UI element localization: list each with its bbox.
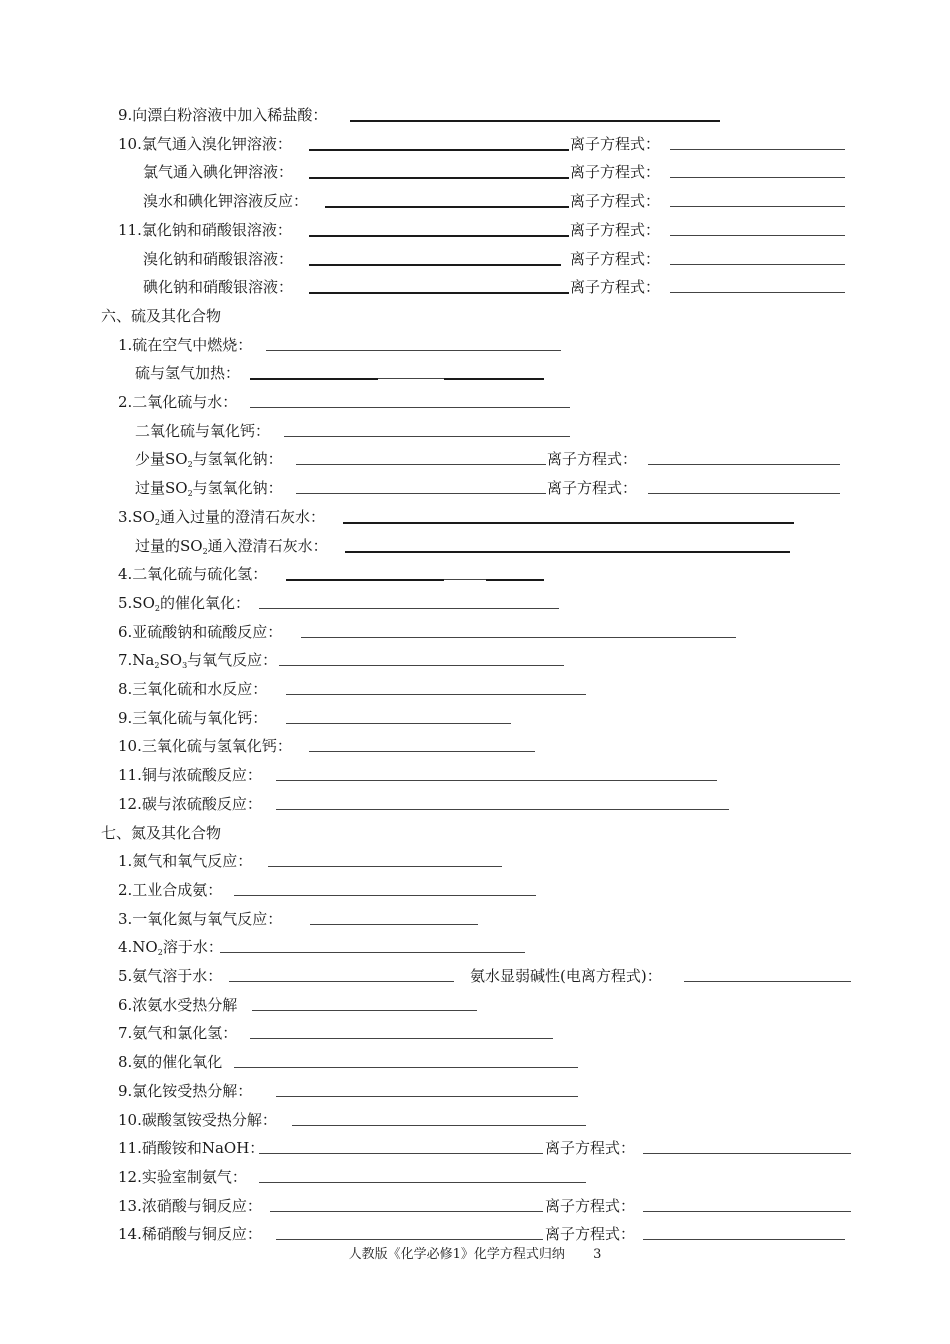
question-label: 6.浓氨水受热分解 — [118, 995, 238, 1014]
subscript: 2 — [154, 517, 160, 527]
question-label: 3.一氧化氮与氧气反应： — [118, 909, 283, 928]
answer-blank[interactable] — [276, 1096, 578, 1097]
subscript: 3 — [182, 661, 188, 671]
label-text: 与氧气反应： — [187, 651, 278, 670]
label-text: 过量的SO — [135, 536, 203, 555]
answer-blank[interactable] — [309, 235, 569, 237]
exercise-row — [0, 732, 950, 760]
exercise-row — [0, 388, 950, 416]
exercise-row — [0, 445, 950, 473]
exercise-row — [0, 474, 950, 502]
question-label: 12.碳与浓硫酸反应： — [118, 794, 262, 813]
subscript: 2 — [154, 603, 160, 613]
ionic-answer-blank[interactable] — [643, 1239, 845, 1240]
exercise-row — [0, 905, 950, 933]
question-label: 9.向漂白粉溶液中加入稀盐酸： — [118, 106, 328, 124]
subscript: 2 — [157, 948, 163, 958]
answer-blank[interactable] — [229, 981, 454, 982]
answer-blank[interactable] — [296, 493, 546, 494]
exercise-row — [0, 1106, 950, 1134]
ionic-equation-label: 离子方程式： — [570, 220, 661, 239]
answer-blank[interactable] — [220, 952, 525, 953]
question-label: 1.硫在空气中燃烧： — [118, 335, 253, 354]
answer-blank[interactable] — [266, 350, 561, 351]
question-label: 12.实验室制氨气： — [118, 1167, 247, 1186]
ionic-equation-label: 离子方程式： — [547, 479, 638, 498]
answer-blank[interactable] — [270, 1211, 543, 1212]
ionic-equation-label: 氨水显弱碱性(电离方程式)： — [470, 967, 662, 985]
question-label: 溴化钠和硝酸银溶液： — [143, 249, 294, 268]
question-label: 二氧化硫与氧化钙： — [135, 421, 271, 440]
label-text: 4.NO — [118, 938, 158, 957]
label-text: 过量SO — [135, 479, 188, 498]
answer-blank[interactable] — [350, 120, 720, 122]
question-label: 9.三氧化硫与氧化钙： — [118, 708, 268, 727]
question-label: 10.氯气通入溴化钾溶液： — [118, 134, 292, 153]
label-text: 少量SO — [135, 450, 188, 469]
exercise-row — [0, 589, 950, 617]
exercise-row — [0, 1163, 950, 1191]
question-label: 7.氨气和氯化氢： — [118, 1024, 238, 1043]
label-text: 与氢氧化钠： — [192, 479, 283, 498]
question-label: 氯气通入碘化钾溶液： — [143, 163, 294, 182]
question-label: 4.二氧化硫与硫化氢： — [118, 565, 268, 584]
ionic-equation-label: 离子方程式： — [545, 1196, 636, 1215]
question-label: 碘化钠和硝酸银溶液： — [143, 278, 294, 297]
ionic-equation-label: 离子方程式： — [547, 450, 638, 469]
exercise-row — [0, 618, 950, 646]
ionic-answer-blank[interactable] — [670, 149, 845, 150]
answer-blank[interactable] — [250, 407, 570, 408]
exercise-row — [0, 245, 950, 273]
section-title: 七、氮及其化合物 — [101, 823, 222, 842]
answer-blank[interactable] — [234, 1067, 578, 1068]
answer-blank[interactable] — [309, 177, 569, 179]
answer-blank[interactable] — [292, 1125, 586, 1126]
ionic-answer-blank[interactable] — [670, 264, 845, 265]
subscript: 2 — [187, 460, 193, 470]
question-label: 硫与氢气加热： — [135, 364, 241, 383]
ionic-equation-label: 离子方程式： — [545, 1139, 636, 1158]
ionic-answer-blank[interactable] — [643, 1211, 851, 1212]
exercise-row — [0, 359, 950, 387]
page-footer — [0, 1245, 950, 1265]
page-number: 3 — [593, 1247, 602, 1262]
question-label: 11.硝酸铵和NaOH： — [118, 1139, 265, 1158]
exercise-row — [0, 1192, 950, 1220]
answer-blank[interactable] — [286, 579, 444, 581]
question-label: 11.氯化钠和硝酸银溶液： — [118, 220, 292, 239]
ionic-answer-blank[interactable] — [643, 1153, 851, 1154]
ionic-answer-blank[interactable] — [684, 981, 851, 982]
subscript: 2 — [187, 489, 193, 499]
ionic-equation-label: 离子方程式： — [570, 163, 661, 182]
exercise-row — [0, 1048, 950, 1076]
section-heading — [0, 819, 950, 847]
answer-blank[interactable] — [276, 1239, 543, 1240]
answer-blank[interactable] — [259, 1153, 543, 1154]
answer-blank[interactable] — [378, 378, 444, 379]
ionic-answer-blank[interactable] — [648, 464, 840, 465]
exercise-row — [0, 101, 950, 129]
exercise-row — [0, 187, 950, 215]
answer-blank[interactable] — [310, 924, 478, 925]
ionic-answer-blank[interactable] — [670, 206, 845, 207]
answer-blank[interactable] — [345, 551, 790, 553]
ionic-answer-blank[interactable] — [670, 292, 845, 293]
answer-blank[interactable] — [268, 866, 502, 867]
answer-blank[interactable] — [309, 149, 569, 151]
question-label: 13.浓硝酸与铜反应： — [118, 1196, 262, 1215]
exercise-row — [0, 503, 950, 531]
exercise-row — [0, 130, 950, 158]
answer-blank[interactable] — [276, 809, 729, 810]
exercise-row — [0, 847, 950, 875]
answer-blank[interactable] — [301, 637, 736, 638]
answer-blank[interactable] — [279, 665, 564, 666]
exercise-row — [0, 991, 950, 1019]
footer-title: 人教版《化学必修1》化学方程式归纳 — [348, 1247, 565, 1262]
question-label: 10.碳酸氢铵受热分解： — [118, 1110, 277, 1129]
label-text: 通入澄清石灰水： — [207, 536, 328, 555]
section-title: 六、硫及其化合物 — [101, 306, 222, 325]
exercise-row — [0, 417, 950, 445]
exercise-row — [0, 158, 950, 186]
answer-blank[interactable] — [309, 264, 561, 266]
subscript: 2 — [154, 661, 160, 671]
question-label: 8.三氧化硫和水反应： — [118, 680, 268, 698]
label-text: 的催化氧化： — [159, 593, 250, 612]
ionic-equation-label: 离子方程式： — [570, 278, 661, 297]
answer-blank[interactable] — [309, 751, 535, 752]
exercise-row — [0, 761, 950, 789]
answer-blank[interactable] — [325, 206, 569, 208]
answer-blank[interactable] — [286, 694, 586, 695]
answer-blank[interactable] — [234, 895, 536, 896]
question-label: 5.氨气溶于水： — [118, 967, 223, 985]
ionic-equation-label: 离子方程式： — [570, 192, 661, 211]
exercise-row — [0, 331, 950, 359]
ionic-answer-blank[interactable] — [670, 235, 845, 236]
ionic-equation-label: 离子方程式： — [545, 1225, 636, 1244]
question-label: 10.三氧化硫与氢氧化钙： — [118, 737, 292, 756]
exercise-row — [0, 675, 950, 703]
exercise-row — [0, 704, 950, 732]
exercise-row — [0, 962, 950, 990]
question-label: 6.亚硫酸钠和硫酸反应： — [118, 622, 283, 641]
ionic-equation-label: 离子方程式： — [570, 249, 661, 268]
label-text: 溶于水： — [162, 938, 223, 957]
answer-blank[interactable] — [343, 522, 794, 524]
question-label: 2.工业合成氨： — [118, 880, 223, 899]
question-label: 8.氨的催化氧化 — [118, 1053, 223, 1072]
answer-blank[interactable] — [250, 1038, 553, 1039]
answer-blank[interactable] — [444, 378, 544, 380]
answer-blank[interactable] — [276, 780, 717, 781]
question-label: 9.氯化铵受热分解： — [118, 1081, 253, 1100]
subscript: 2 — [202, 546, 208, 556]
ionic-equation-label: 离子方程式： — [570, 134, 661, 153]
exercise-row — [0, 646, 950, 674]
exercise-row — [0, 1019, 950, 1047]
label-text: SO — [159, 651, 183, 670]
exercise-row — [0, 560, 950, 588]
label-text: 通入过量的澄清石灰水： — [159, 507, 325, 526]
answer-blank[interactable] — [286, 723, 511, 724]
question-label: 11.铜与浓硫酸反应： — [118, 766, 262, 785]
question-label: 溴水和碘化钾溶液反应： — [143, 192, 309, 211]
answer-blank[interactable] — [250, 378, 378, 380]
exercise-row — [0, 216, 950, 244]
exercise-row — [0, 1134, 950, 1162]
answer-blank[interactable] — [296, 464, 546, 465]
question-label: 2.二氧化硫与水： — [118, 393, 238, 411]
label-text: 5.SO — [118, 593, 155, 612]
exercise-row — [0, 790, 950, 818]
label-text: 与氢氧化钠： — [192, 450, 283, 469]
answer-blank[interactable] — [252, 1010, 477, 1011]
answer-blank[interactable] — [444, 579, 486, 580]
section-heading — [0, 302, 950, 330]
answer-blank[interactable] — [284, 436, 570, 437]
exercise-row — [0, 532, 950, 560]
label-text: 3.SO — [118, 507, 155, 526]
answer-blank[interactable] — [486, 579, 544, 581]
exercise-row — [0, 876, 950, 904]
exercise-row — [0, 273, 950, 301]
question-label: 14.稀硝酸与铜反应： — [118, 1225, 262, 1244]
question-label: 1.氮气和氧气反应： — [118, 852, 253, 871]
exercise-row — [0, 1077, 950, 1105]
label-text: 7.Na — [118, 651, 155, 670]
answer-blank[interactable] — [309, 292, 569, 294]
answer-blank[interactable] — [259, 1182, 586, 1183]
ionic-answer-blank[interactable] — [648, 493, 840, 494]
ionic-answer-blank[interactable] — [670, 177, 845, 178]
answer-blank[interactable] — [259, 608, 559, 609]
exercise-row — [0, 933, 950, 961]
